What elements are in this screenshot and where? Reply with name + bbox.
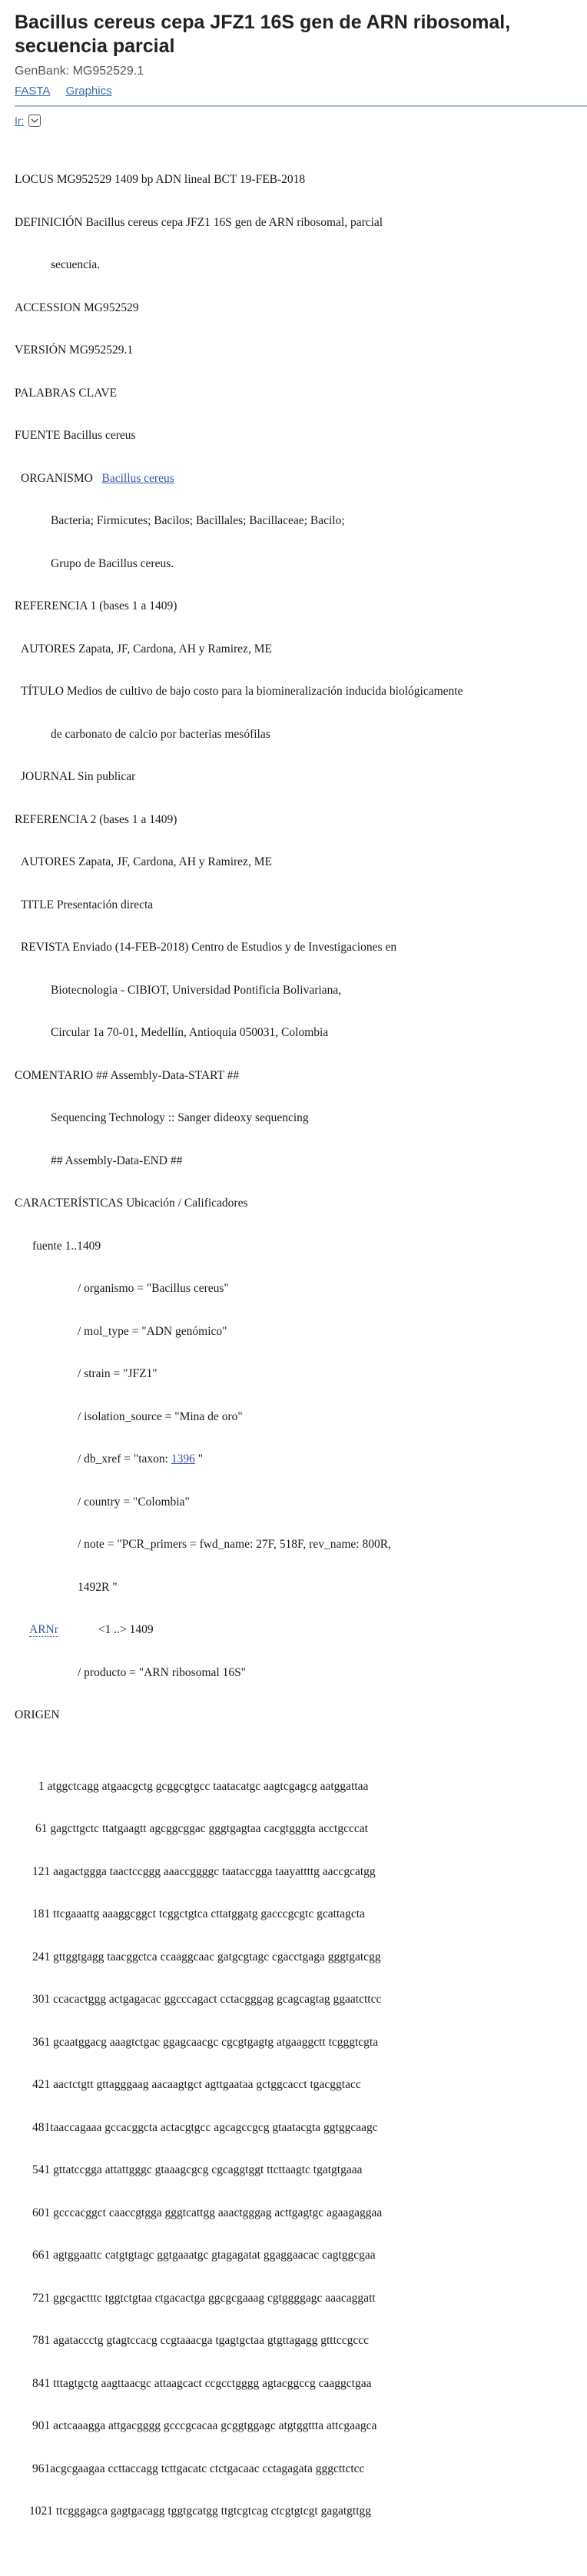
page-title: Bacillus cereus cepa JFZ1 16S gen de ARN ribosomal, secuencia parcial (15, 12, 511, 57)
definition-line: DEFINICIÓN Bacillus cereus cepa JFZ1 16S gen de ARN ribosomal, parcial (15, 215, 383, 229)
rrna-location: <1 ..> 1409 (98, 1623, 154, 1636)
sequence-line: 1021 ttcgggagca gagtgacagg tggtgcatgg ttgtcgtcag ctcgtgtcgt gagatgttgg (29, 2505, 372, 2518)
sequence-line: 901 actcaaagga attgacgggg gcccgcacaa gcggtggagc atgtggttta attcgaagca (32, 2419, 377, 2432)
sequence-line: 961acgcgaagaa ccttaccagg tcttgacatc ctctgacaac cctagagata gggcttctcc (32, 2461, 365, 2475)
qualifier-product: / producto = "ARN ribosomal 16S" (78, 1665, 247, 1679)
page (15, 0, 587, 2518)
sequence-line: 61 gagcttgctc ttatgaagtt agcggcggac gggtgagtaa cacgtgggta acctgcccat (35, 1822, 368, 1835)
accession-line: ACCESSION MG952529 (15, 300, 139, 314)
qualifier-dbxref (15, 1452, 463, 1467)
version-line: VERSIÓN MG952529.1 (15, 344, 134, 357)
taxonomy-line: Bacteria; Firmicutes; Bacilos; Bacillales; Bacillaceae; Bacilo; (51, 514, 345, 527)
keywords-line: PALABRAS CLAVE (15, 386, 118, 400)
sequence-line: 541 gttatccgga attattgggc gtaaagcgcg cgcaggtggt ttcttaagtc tgatgtgaaa (32, 2163, 363, 2176)
sequence-line: 361 gcaatggacg aaagtctgac ggagcaacgc cgcgtgagtg atgaaggctt tcgggtcgta (32, 2035, 379, 2049)
ref2-journal-cont: Biotecnologia - CIBIOT, Universidad Pontificia Bolivariana, (51, 983, 342, 997)
organism-link[interactable]: Bacillus cereus (101, 471, 174, 485)
comment-cont: Sequencing Technology :: Sanger dideoxy sequencing (51, 1111, 309, 1124)
qualifier-isolation: / isolation_source = "Mina de oro" (78, 1409, 243, 1423)
fasta-link[interactable]: FASTA (15, 85, 51, 98)
sequence-line: 661 agtggaattc catgtgtagc ggtgaaatgc gtagagatat ggaggaacac cagtggcgaa (32, 2249, 376, 2262)
sequence-line: 481taaccagaaa gccacggcta actacgtgcc agcagccgcg gtaatacgta ggtggcaagc (32, 2120, 378, 2134)
ref1-title: TÍTULO Medios de cultivo de bajo costo para la biomineralización inducida biológicamente (21, 685, 463, 698)
ref2-journal-cont: Circular 1a 70-01, Medellín, Antioquia 050031, Colombia (51, 1026, 329, 1039)
qualifier-organism: / organismo = "Bacillus cereus" (78, 1282, 229, 1295)
sequence-line: 301 ccacactggg actgagacac ggcccagact cctacgggag gcagcagtag ggaatcttcc (32, 1993, 382, 2006)
reference-2: REFERENCIA 2 (bases 1 a 1409) (15, 812, 177, 826)
feature-rrna (15, 1623, 463, 1638)
format-links (15, 85, 587, 98)
dbxref-suffix: " (194, 1452, 204, 1466)
goto-menu[interactable] (15, 113, 587, 128)
ref2-title: TITLE Presentación directa (21, 898, 154, 911)
qualifier-note: / note = "PCR_primers = fwd_name: 27F, 518F, rev_name: 800R, (78, 1538, 391, 1551)
sequence-line: 181 ttcgaaattg aaaggcggct tcggctgtca cttatggatg gacccgcgtc gcattagcta (32, 1907, 365, 1920)
ref1-title-cont: de carbonato de calcio por bacterias mesófilas (51, 727, 270, 741)
comment-cont: ## Assembly-Data-END ## (51, 1154, 183, 1167)
sequence-line: 721 ggcgactttc tggtctgtaa ctgacactga ggcgcgaaag cgtggggagc aaacaggatt (32, 2291, 376, 2305)
sequence-line: 241 gttggtgagg taacggctca ccaaggcaac gatgcgtagc cgacctgaga gggtgatcgg (32, 1950, 381, 1964)
organism-line (15, 472, 463, 486)
ref1-authors: AUTORES Zapata, JF, Cardona, AH y Ramirez, ME (21, 642, 272, 656)
sequence-line: 421 aactctgtt gttagggaag aacaagtgct agttgaataa gctggcacct tgacggtacc (32, 2078, 361, 2091)
sequence-line: 841 tttagtgctg aagttaacgc attaagcact ccgcctgggg agtacggccg caaggctgaa (32, 2376, 372, 2390)
header-divider (15, 105, 587, 107)
source-line: FUENTE Bacillus cereus (15, 429, 136, 442)
accession-label: GenBank: MG952529.1 (15, 65, 144, 78)
qualifier-moltype: / mol_type = "ADN genómico" (78, 1324, 227, 1338)
genbank-record (15, 144, 463, 2576)
taxon-link[interactable]: 1396 (171, 1452, 195, 1466)
goto-link[interactable]: Ir: (15, 115, 25, 127)
rrna-link[interactable]: ARNr (29, 1623, 58, 1636)
comment-line: COMENTARIO ## Assembly-Data-START ## (15, 1068, 240, 1082)
sequence-line: 601 gcccacggct caaccgtgga gggtcattgg aaactgggag acttgagtgc agaagaggaa (32, 2206, 383, 2219)
origin-line: ORIGEN (15, 1708, 60, 1721)
qualifier-strain: / strain = "JFZ1" (78, 1367, 158, 1380)
sequence-line: 781 agataccctg gtagtccacg ccgtaaacga tgagtgctaa gtgttagagg gtttccgccc (32, 2334, 370, 2347)
taxonomy-line: Grupo de Bacillus cereus. (51, 556, 174, 570)
qualifier-note-cont: 1492R " (78, 1580, 118, 1594)
ref1-journal: JOURNAL Sin publicar (21, 770, 136, 783)
reference-1: REFERENCIA 1 (bases 1 a 1409) (15, 599, 177, 612)
sequence-line: 121 aagactggga taactccggg aaaccggggc taataccgga taayattttg aaccgcatgg (32, 1864, 376, 1878)
organism-label: ORGANISMO (21, 471, 93, 485)
sequence-line: 1 atggctcagg atgaacgctg gcggcgtgcc taatacatgc aagtcgagcg aatggattaa (38, 1779, 369, 1793)
ref2-journal: REVISTA Enviado (14-FEB-2018) Centro de Estudios y de Investigaciones en (21, 941, 397, 954)
dbxref-prefix: / db_xref = "taxon: (78, 1452, 171, 1466)
chevron-down-icon[interactable] (28, 115, 41, 127)
qualifier-country: / country = "Colombia" (78, 1495, 190, 1509)
sequence-block (15, 1751, 463, 2548)
feature-source: fuente 1..1409 (32, 1239, 101, 1253)
locus-line: LOCUS MG952529 1409 bp ADN lineal BCT 19-FEB-2018 (15, 173, 306, 186)
ref2-authors: AUTORES Zapata, JF, Cardona, AH y Ramirez, ME (21, 855, 272, 868)
features-line: CARACTERÍSTICAS Ubicación / Calificadores (15, 1197, 248, 1210)
graphics-link[interactable]: Graphics (65, 85, 112, 98)
definition-cont: secuencia. (51, 258, 101, 271)
